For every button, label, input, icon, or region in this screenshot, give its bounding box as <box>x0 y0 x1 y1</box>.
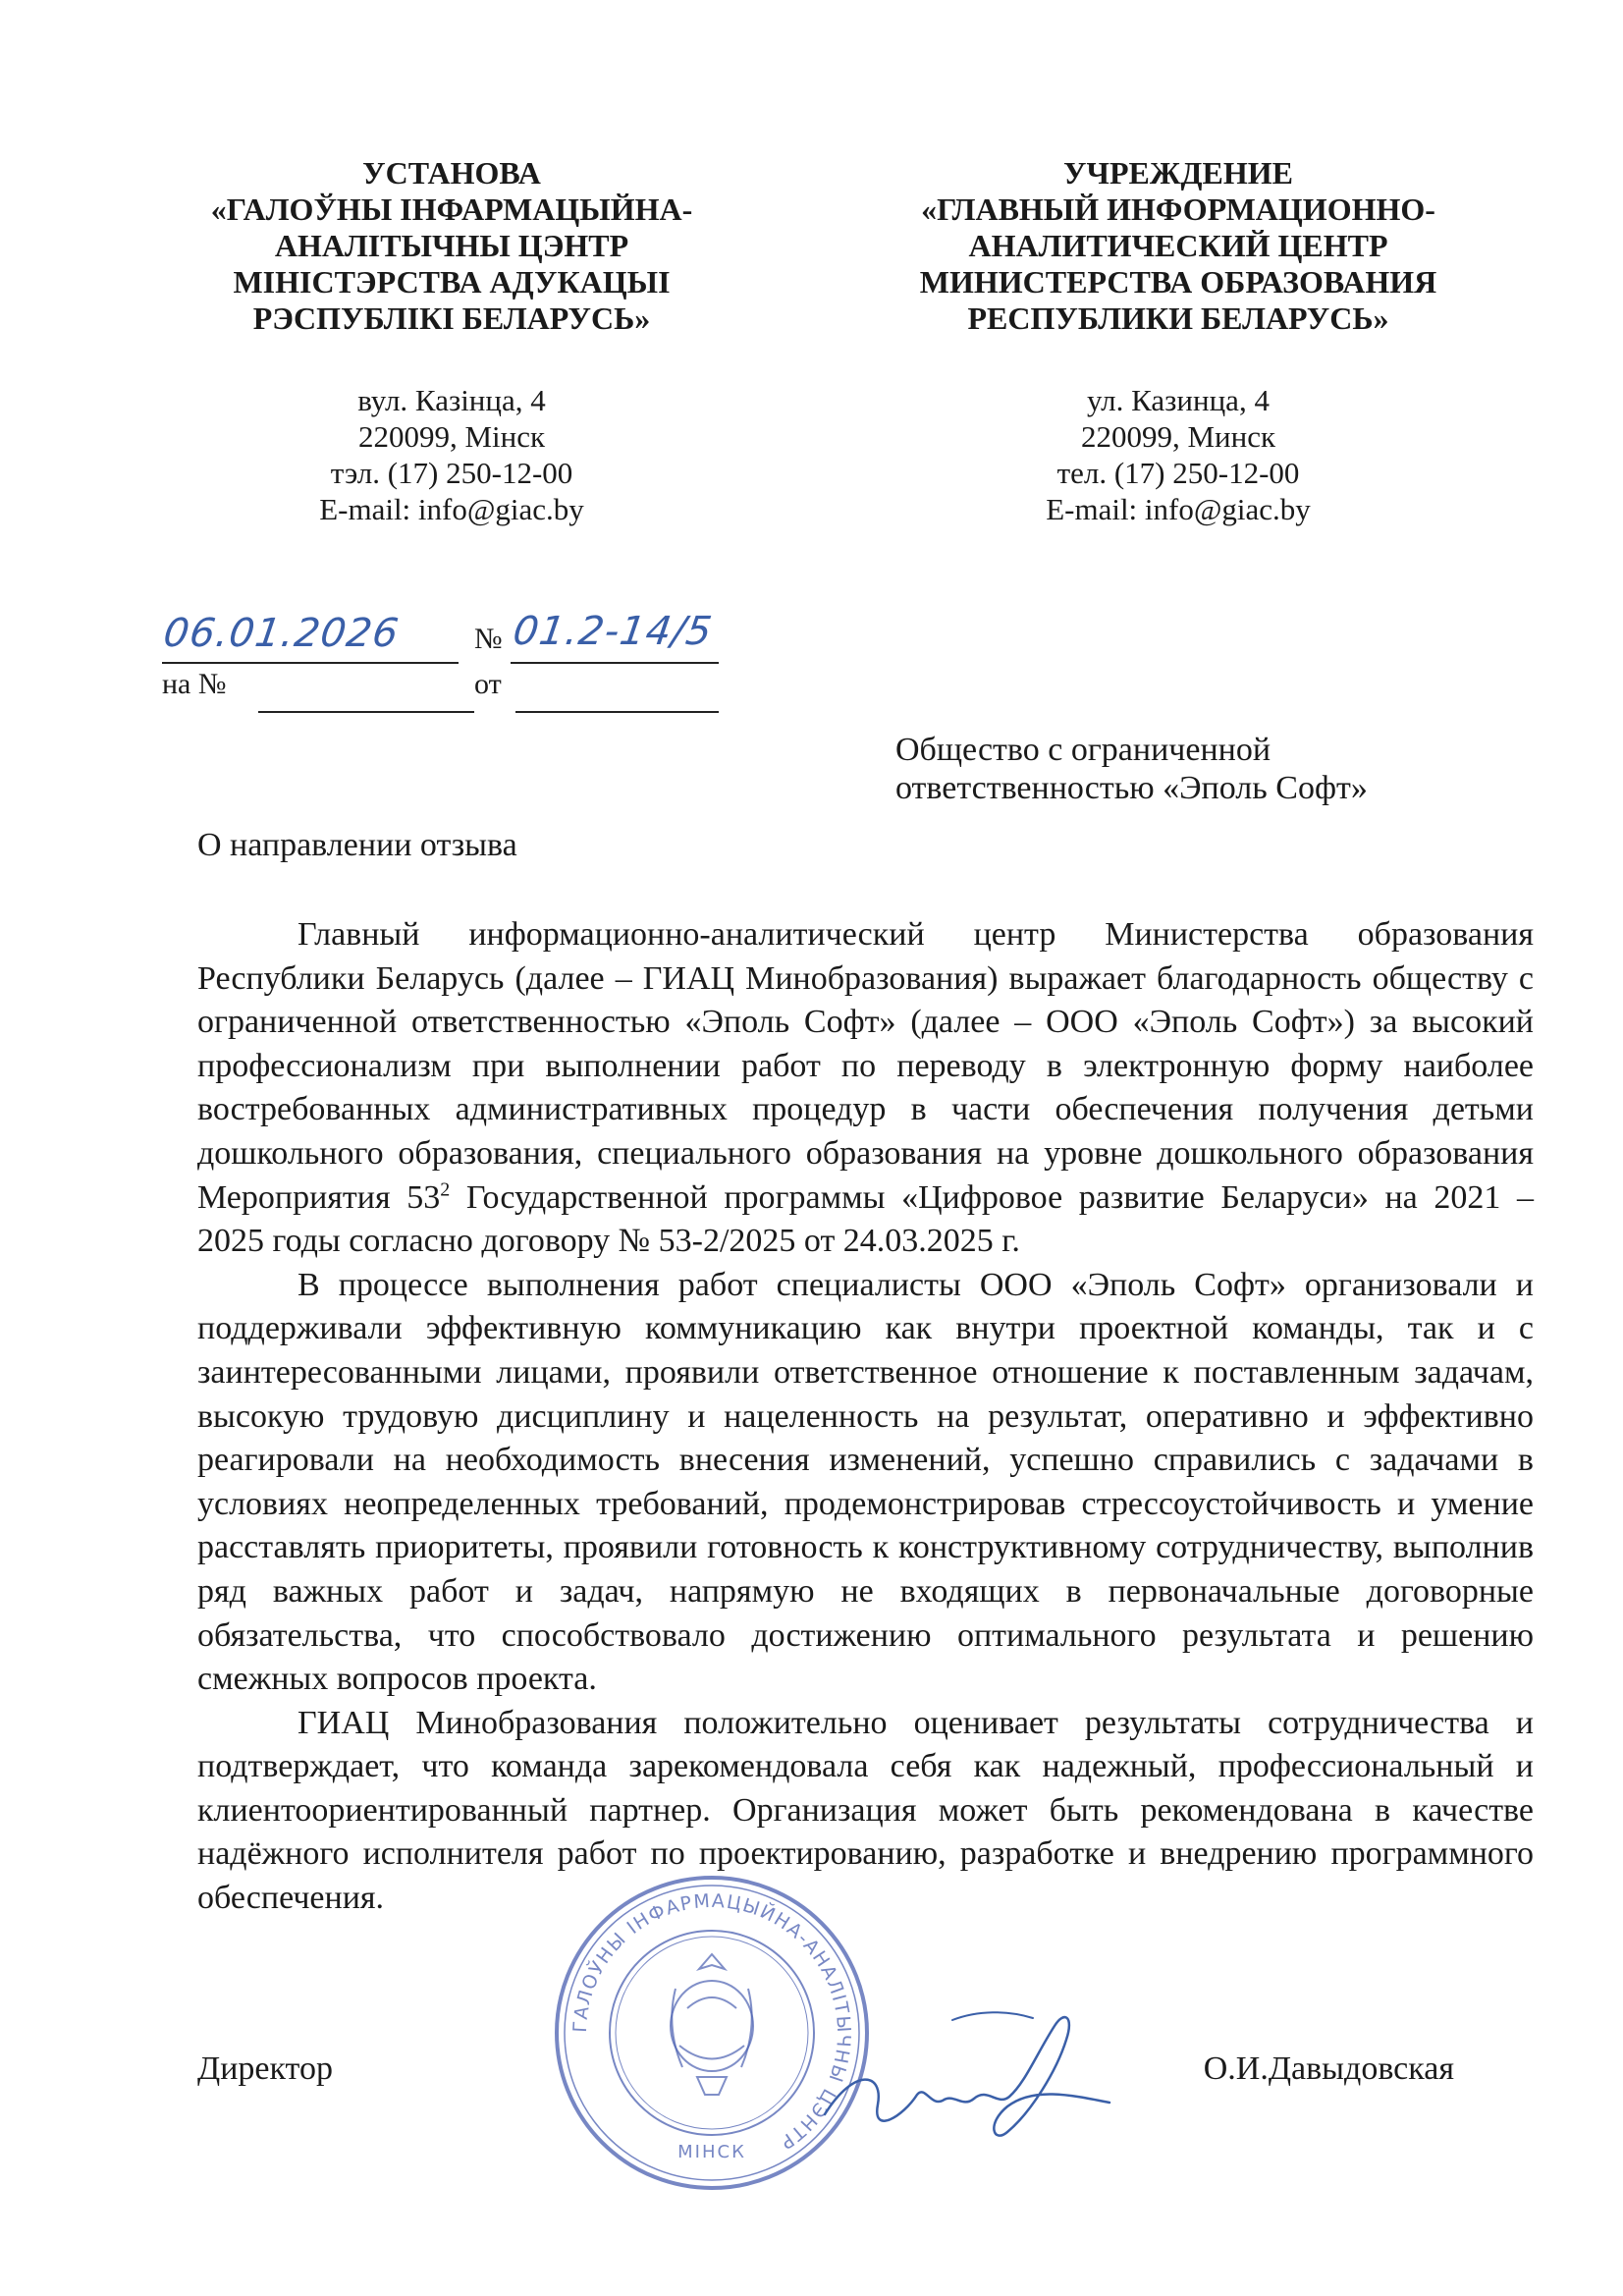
address-line: E-mail: info@giac.by <box>1046 492 1311 526</box>
emblem-icon <box>671 1954 753 2095</box>
address-line: вул. Казінца, 4 <box>357 383 546 417</box>
address-by <box>137 382 766 527</box>
signature-icon <box>815 1998 1129 2156</box>
number-underline <box>511 662 719 664</box>
address-line: 220099, Минск <box>1080 419 1276 454</box>
letter-body <box>197 913 1534 1921</box>
letter-subject: О направлении отзыва <box>197 827 517 863</box>
paragraph-text: Государственной программы «Цифровое развитие Беларуси» на 2021 – 2025 годы согласно договору № 53-2/2025 от 24.03.2025 г. <box>197 1178 1534 1260</box>
signer-name: О.И.Давыдовская <box>1203 2050 1454 2087</box>
addressee-line: ответственностью «Эполь Софт» <box>895 770 1368 806</box>
superscript: 2 <box>440 1178 451 1201</box>
address-line: 220099, Мінск <box>357 419 546 454</box>
from-date-line <box>515 711 719 713</box>
stamp-city-text: МІНСК <box>677 2142 746 2162</box>
handwritten-date: 06.01.2026 <box>160 611 403 656</box>
reply-number-line <box>258 711 474 713</box>
date-underline <box>162 662 459 664</box>
org-name-ru: УЧРЕЖДЕНИЕ «ГЛАВНЫЙ ИНФОРМАЦИОННО- АНАЛИТИЧЕСКИЙ ЦЕНТР МИНИСТЕРСТВА ОБРАЗОВАНИЯ РЕСПУБЛИКИ БЕЛАРУСЬ» <box>919 155 1437 336</box>
header-right-russian <box>864 155 1492 527</box>
address-line: тэл. (17) 250-12-00 <box>330 456 573 490</box>
paragraph-text: Главный информационно-аналитический центр Министерства образования Республики Беларусь (далее – ГИАЦ Минобразования) выражает благодарность обществу с ограниченной ответственностью «Эполь Софт» (далее – ООО «Эполь Софт») за высокий профессионализм при выполнении работ по переводу в электронную форму наиболее востребованных административных процедур в части обеспечения получения детьми дошкольного образования, специального образования на уровне дошкольного образования Мероприятия 53 <box>197 916 1534 1216</box>
address-ru <box>864 382 1492 527</box>
addressee-line: Общество с ограниченной <box>895 732 1271 768</box>
header-left-belarusian <box>137 155 766 527</box>
body-paragraph: В процессе выполнения работ специалисты ООО «Эполь Софт» организовали и поддерживали эффективную коммуникацию как внутри проектной команды, так и с заинтересованными лицами, проявили ответственное отношение к поставленным задачам, высокую трудовую дисциплину и нацеленность на результат, оперативно и эффективно реагировали на необходимость внесения изменений, успешно справились с задачами в условиях неопределенных требований, продемонстрировав стрессоустойчивость и умение расставлять приоритеты, проявили готовность к конструктивному сотрудничеству, выполнив ряд важных работ и задач, напрямую не входящих в первоначальные договорные обязательства, что способствовало достижению оптимального результата и решению смежных вопросов проекта. <box>197 1266 1534 1698</box>
addressee <box>895 731 1368 807</box>
address-line: E-mail: info@giac.by <box>319 492 584 526</box>
address-line: тел. (17) 250-12-00 <box>1056 456 1300 490</box>
address-line: ул. Казинца, 4 <box>1087 383 1270 417</box>
reply-to-label: на № <box>162 668 227 700</box>
registration-block <box>162 601 722 724</box>
body-paragraph: ГИАЦ Минобразования положительно оценивает результаты сотрудничества и подтверждает, что команда зарекомендовала себя как надежный, профессиональный и клиентоориентированный партнер. Организация может быть рекомендована в качестве надёжного исполнителя работ по проектированию, разработке и внедрению программного обеспечения. <box>197 1704 1534 1917</box>
signer-role: Директор <box>197 2050 333 2087</box>
from-label: от <box>474 668 502 700</box>
number-label: № <box>474 623 503 655</box>
svg-text:ГАЛОЎНЫ ІНФАРМАЦЫЙНА-АНАЛІТЫЧН <box>569 1890 854 2154</box>
body-paragraph <box>197 913 1534 1264</box>
org-name-by: УСТАНОВА «ГАЛОЎНЫ ІНФАРМАЦЫЙНА- АНАЛІТЫЧНЫ ЦЭНТР МІНІСТЭРСТВА АДУКАЦЫІ РЭСПУБЛІКІ БЕЛАРУСЬ» <box>210 155 693 336</box>
handwritten-number: 01.2-14/5 <box>510 609 716 654</box>
stamp-ring-text: ГАЛОЎНЫ ІНФАРМАЦЫЙНА-АНАЛІТЫЧНЫ ЦЭНТР <box>568 1889 855 2155</box>
